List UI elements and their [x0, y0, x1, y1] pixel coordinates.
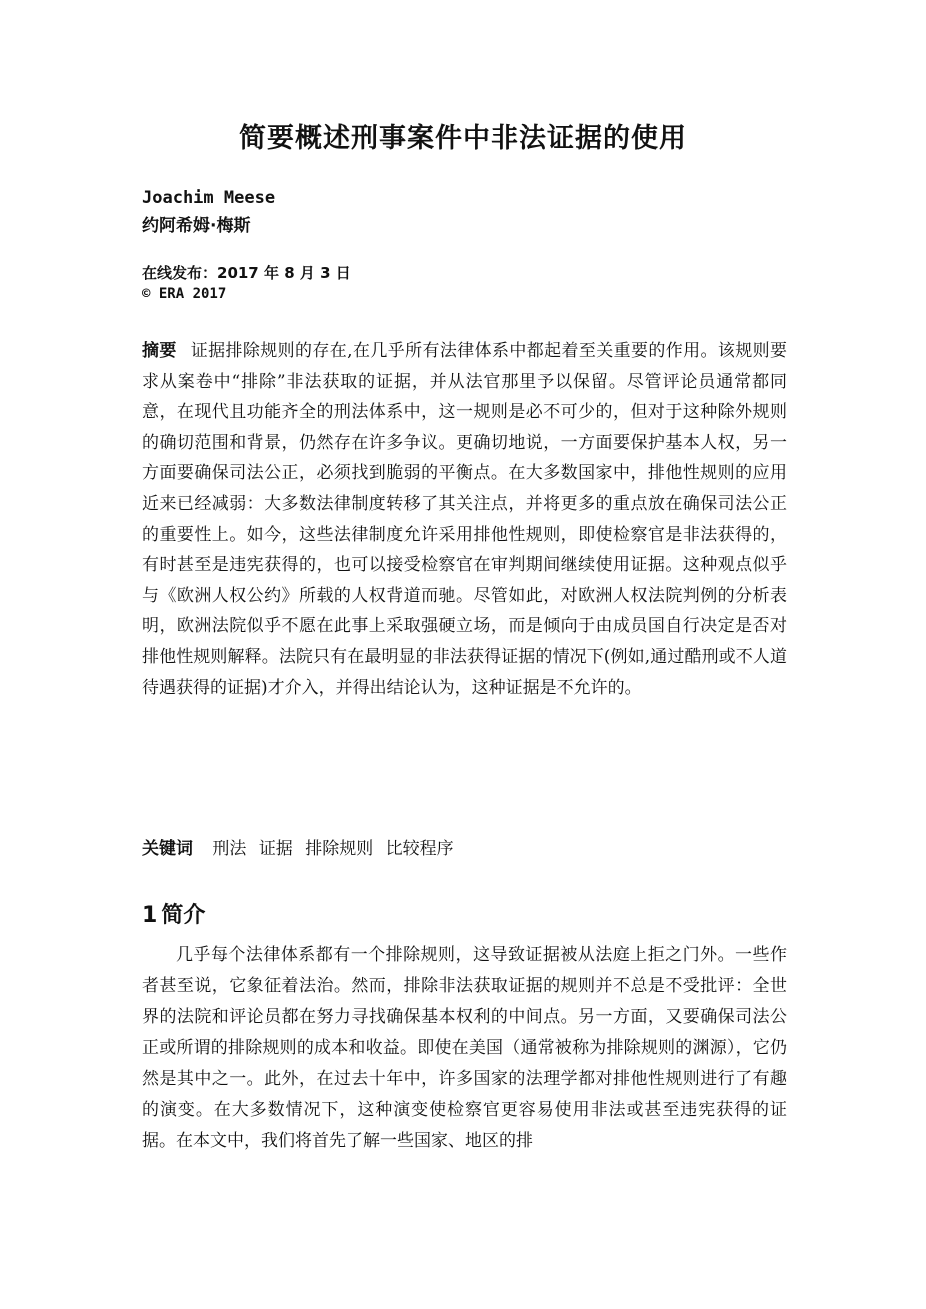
keywords-label: 关键词 [142, 839, 193, 859]
abstract-label: 摘要 [142, 341, 177, 361]
keywords [142, 834, 461, 859]
section-body-paragraph: 几乎每个法律体系都有一个排除规则，这导致证据被从法庭上拒之门外。一些作者甚至说，它象征着法治。然而，排除非法获取证据的规则并不总是不受批评：全世界的法院和评论员都在努力寻找确保基本权利的中间点。另一方面，又要确保司法公正或所谓的排除规则的成本和收益。即使在美国（通常被称为排除规则的渊源），它仍然是其中之一。此外，在过去十年中，许多国家的法理学都对排他性规则进行了有趣的演变。在大多数情况下，这种演变使检察官更容易使用非法或甚至违宪获得的证据。在本文中，我们将首先了解一些国家、地区的排 [142, 945, 787, 1151]
section-title: 简介 [161, 903, 206, 928]
abstract-text: 证据排除规则的存在,在几乎所有法律体系中都起着至关重要的作用。该规则要求从案卷中“排除”非法获取的证据，并从法官那里予以保留。尽管评论员通常都同意，在现代且功能齐全的刑法体系中，这一规则是必不可少的，但对于这种除外规则的确切范围和背景，仍然存在许多争议。更确切地说，一方面要保护基本人权，另一方面要确保司法公正，必须找到脆弱的平衡点。在大多数国家中，排他性规则的应用近来已经减弱：大多数法律制度转移了其关注点，并将更多的重点放在确保司法公正的重要性上。如今，这些法律制度允许采用排他性规则，即使检察官是非法获得的，有时甚至是违宪获得的，也可以接受检察官在审判期间继续使用证据。这种观点似乎与《欧洲人权公约》所载的人权背道而驰。尽管如此，对欧洲人权法院判例的分析表明，欧洲法院似乎不愿在此事上采取强硬立场，而是倾向于由成员国自行决定是否对排他性规则解释。法院只有在最明显的非法获得证据的情况下(例如,通过酷刑或不人道待遇获得的证据)才介入，并得出结论认为，这种证据是不允许的。 [142, 341, 788, 698]
publication-date: 在线发布：2017 年 8 月 3 日 [142, 264, 351, 282]
section-heading-introduction [142, 898, 205, 929]
paper-title: 简要概述刑事案件中非法证据的使用 [239, 123, 687, 154]
section-number: 1 [142, 903, 158, 928]
keyword-item: 证据 [258, 839, 293, 859]
keyword-item: 排除规则 [305, 839, 374, 859]
keyword-item: 比较程序 [385, 839, 454, 859]
author-name-zh: 约阿希姆·梅斯 [142, 216, 251, 236]
keyword-item: 刑法 [212, 839, 247, 859]
copyright-notice: © ERA 2017 [142, 286, 227, 302]
author-name-en: Joachim Meese [142, 188, 276, 208]
abstract [142, 336, 787, 703]
